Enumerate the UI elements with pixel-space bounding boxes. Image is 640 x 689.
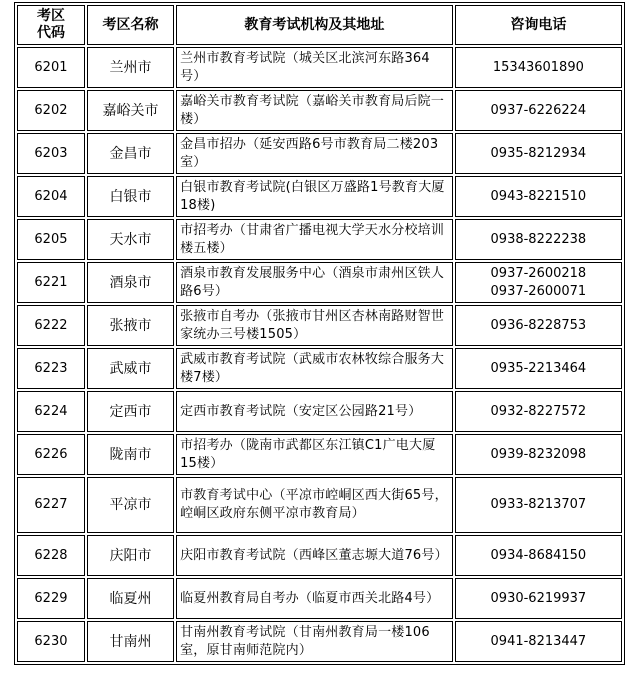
table-row: [17, 348, 622, 389]
office-address: 市招考办（陇南市武都区东江镇C1广电大厦15楼）: [176, 434, 453, 475]
phone-cell: [455, 90, 622, 131]
phone-number: 0930-6219937: [490, 590, 587, 606]
region-name: 张掖市: [87, 305, 174, 346]
table-row: [17, 477, 622, 533]
phone-cell: [455, 176, 622, 217]
region-code: 6201: [17, 47, 85, 88]
region-code: 6202: [17, 90, 85, 131]
region-code: 6205: [17, 219, 85, 260]
phone-number: 0937-2600071: [490, 283, 587, 299]
phone-cell: [455, 305, 622, 346]
region-code: 6222: [17, 305, 85, 346]
region-name: 庆阳市: [87, 535, 174, 576]
header-addr: 教育考试机构及其地址: [176, 5, 453, 45]
table-row: [17, 262, 622, 303]
office-address: 武威市教育考试院（武威市农林牧综合服务大楼7楼）: [176, 348, 453, 389]
phone-number: 0943-8221510: [490, 188, 587, 204]
table-row: [17, 621, 622, 662]
phone-cell: [455, 133, 622, 174]
office-address: 兰州市教育考试院（城关区北滨河东路364号）: [176, 47, 453, 88]
region-code: 6229: [17, 578, 85, 619]
table-row: [17, 133, 622, 174]
table-row: [17, 434, 622, 475]
office-address: 市招考办（甘肃省广播电视大学天水分校培训楼五楼）: [176, 219, 453, 260]
region-name: 甘南州: [87, 621, 174, 662]
region-code: 6224: [17, 391, 85, 432]
region-name: 兰州市: [87, 47, 174, 88]
phone-number: 0936-8228753: [490, 317, 587, 333]
phone-number: 0937-2600218: [490, 265, 587, 281]
office-address: 张掖市自考办（张掖市甘州区杏林南路财智世家统办三号楼1505）: [176, 305, 453, 346]
phone-number: 0932-8227572: [490, 403, 587, 419]
table-row: [17, 176, 622, 217]
phone-cell: [455, 434, 622, 475]
region-name: 定西市: [87, 391, 174, 432]
office-address: 市教育考试中心（平凉市崆峒区西大街65号，崆峒区政府东侧平凉市教育局）: [176, 477, 453, 533]
table-row: [17, 219, 622, 260]
phone-number: 0941-8213447: [490, 633, 587, 649]
table-body: [17, 47, 622, 662]
office-address: 白银市教育考试院(白银区万盛路1号教育大厦18楼): [176, 176, 453, 217]
phone-number: 15343601890: [492, 59, 584, 75]
office-address: 临夏州教育局自考办（临夏市西关北路4号）: [176, 578, 453, 619]
region-name: 临夏州: [87, 578, 174, 619]
table-row: [17, 305, 622, 346]
region-name: 平凉市: [87, 477, 174, 533]
office-address: 甘南州教育考试院（甘南州教育局一楼106室，原甘南师范院内）: [176, 621, 453, 662]
region-code: 6221: [17, 262, 85, 303]
header-name: 考区名称: [87, 5, 174, 45]
region-code: 6223: [17, 348, 85, 389]
phone-cell: [455, 621, 622, 662]
phone-cell: [455, 578, 622, 619]
phone-cell: [455, 477, 622, 533]
phone-cell: [455, 262, 622, 303]
phone-number: 0937-6226224: [490, 102, 587, 118]
phone-cell: [455, 391, 622, 432]
office-address: 嘉峪关市教育考试院（嘉峪关市教育局后院一楼）: [176, 90, 453, 131]
region-name: 天水市: [87, 219, 174, 260]
phone-number: 0934-8684150: [490, 547, 587, 563]
header-phone: 咨询电话: [455, 5, 622, 45]
region-code: 6204: [17, 176, 85, 217]
table-row: [17, 578, 622, 619]
region-name: 金昌市: [87, 133, 174, 174]
phone-number: 0939-8232098: [490, 446, 587, 462]
exam-office-table: [14, 2, 625, 665]
region-code: 6226: [17, 434, 85, 475]
phone-cell: [455, 535, 622, 576]
office-address: 金昌市招办（延安西路6号市教育局二楼203室）: [176, 133, 453, 174]
region-code: 6230: [17, 621, 85, 662]
table-row: [17, 391, 622, 432]
office-address: 庆阳市教育考试院（西峰区董志塬大道76号）: [176, 535, 453, 576]
phone-cell: [455, 348, 622, 389]
header-code: 考区代码: [17, 5, 85, 45]
region-name: 白银市: [87, 176, 174, 217]
phone-number: 0935-8212934: [490, 145, 587, 161]
table-row: [17, 47, 622, 88]
office-address: 定西市教育考试院（安定区公园路21号）: [176, 391, 453, 432]
region-name: 武威市: [87, 348, 174, 389]
phone-number: 0935-2213464: [490, 360, 587, 376]
region-name: 嘉峪关市: [87, 90, 174, 131]
region-code: 6228: [17, 535, 85, 576]
phone-cell: [455, 219, 622, 260]
table-row: [17, 90, 622, 131]
region-name: 酒泉市: [87, 262, 174, 303]
table-row: [17, 535, 622, 576]
region-code: 6203: [17, 133, 85, 174]
table-header-row: [17, 5, 622, 45]
region-code: 6227: [17, 477, 85, 533]
phone-cell: [455, 47, 622, 88]
phone-number: 0938-8222238: [490, 231, 587, 247]
region-name: 陇南市: [87, 434, 174, 475]
exam-office-table-container: [14, 2, 625, 665]
office-address: 酒泉市教育发展服务中心（酒泉市肃州区铁人路6号）: [176, 262, 453, 303]
phone-number: 0933-8213707: [490, 497, 587, 512]
